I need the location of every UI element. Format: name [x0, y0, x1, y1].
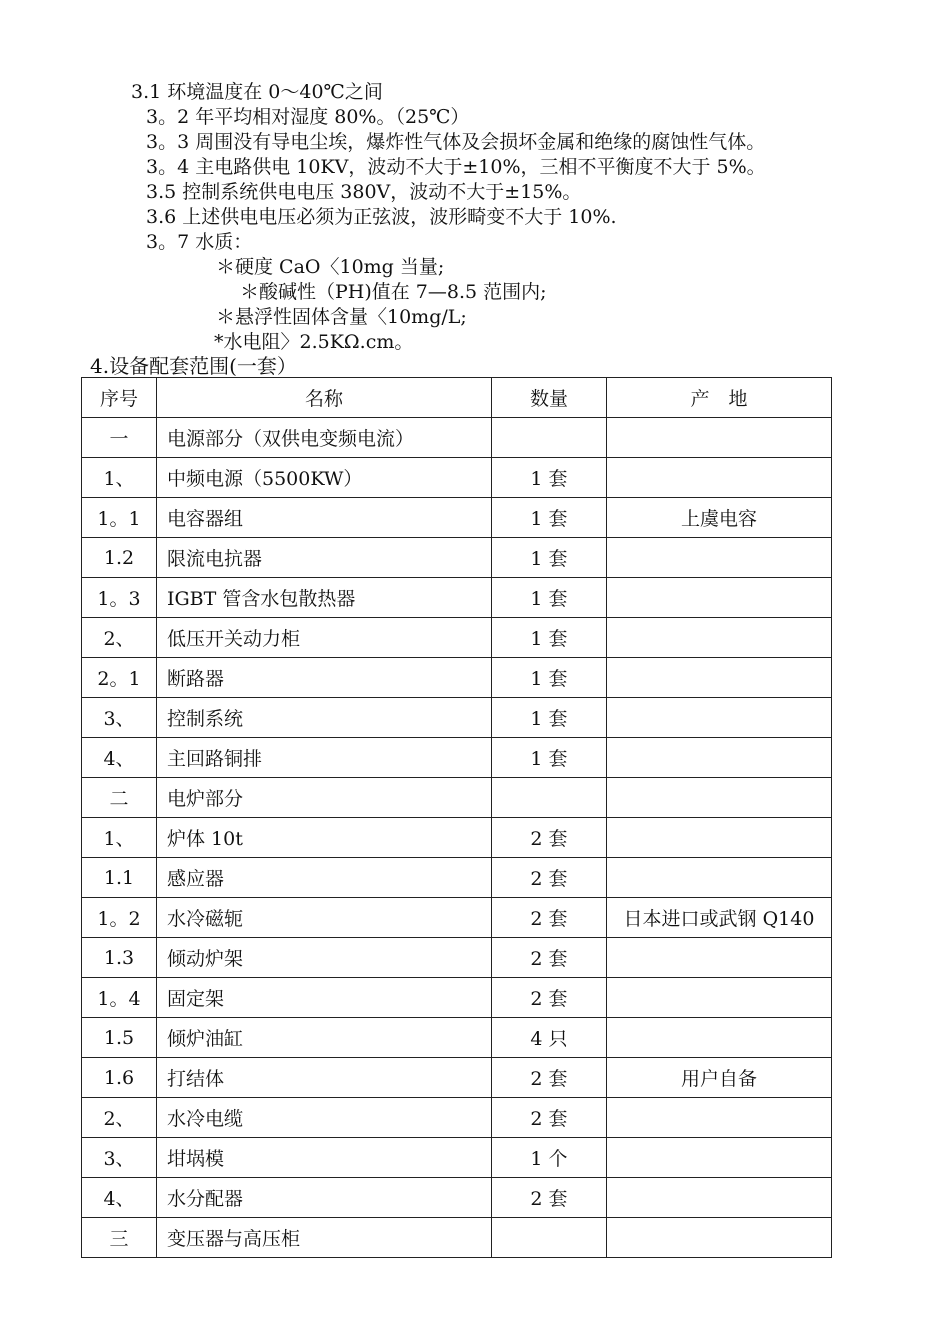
row-origin	[607, 658, 832, 698]
condition-control-supply: 3.5 控制系统供电电压 380V，波动不大于±15%。	[146, 181, 582, 203]
row-name: 电容器组	[157, 498, 492, 538]
row-quantity: 2 套	[492, 898, 607, 938]
header-name: 名称	[157, 378, 492, 418]
row-origin	[607, 978, 832, 1018]
row-origin: 日本进口或武钢 Q140	[607, 898, 832, 938]
table-row	[82, 778, 832, 818]
row-number: 1.6	[82, 1058, 157, 1098]
row-number: 2、	[82, 1098, 157, 1138]
table-row	[82, 1098, 832, 1138]
row-origin	[607, 578, 832, 618]
table-header-row	[82, 378, 832, 418]
table-row	[82, 1178, 832, 1218]
condition-water-quality: 3。7 水质：	[146, 231, 253, 253]
water-resistance: *水电阻〉2.5KΩ.cm。	[214, 331, 414, 353]
row-name: 电源部分（双供电变频电流）	[157, 418, 492, 458]
table-row	[82, 858, 832, 898]
water-hardness: ＊硬度 CaO〈10mg 当量;	[216, 256, 445, 278]
row-origin	[607, 1218, 832, 1258]
row-quantity: 1 套	[492, 458, 607, 498]
row-origin	[607, 738, 832, 778]
row-number: 1。2	[82, 898, 157, 938]
row-number: 1。1	[82, 498, 157, 538]
table-row	[82, 458, 832, 498]
row-number: 1.2	[82, 538, 157, 578]
row-number: 2、	[82, 618, 157, 658]
table-row	[82, 818, 832, 858]
equipment-scope-title: 4.设备配套范围(一套）	[90, 354, 297, 378]
row-number: 2。1	[82, 658, 157, 698]
row-number: 4、	[82, 738, 157, 778]
condition-ambient-temperature: 3.1 环境温度在 0～40℃之间	[131, 81, 383, 103]
row-name: 限流电抗器	[157, 538, 492, 578]
table-row	[82, 1218, 832, 1258]
row-quantity: 1 套	[492, 498, 607, 538]
row-name: 电炉部分	[157, 778, 492, 818]
row-name: 低压开关动力柜	[157, 618, 492, 658]
row-origin	[607, 1098, 832, 1138]
row-number: 1、	[82, 818, 157, 858]
row-quantity: 1 套	[492, 738, 607, 778]
row-number: 1.5	[82, 1018, 157, 1058]
row-quantity: 2 套	[492, 938, 607, 978]
row-number: 一	[82, 418, 157, 458]
row-origin	[607, 1138, 832, 1178]
row-origin	[607, 618, 832, 658]
equipment-table	[81, 377, 832, 1258]
row-name: 固定架	[157, 978, 492, 1018]
header-quantity: 数量	[492, 378, 607, 418]
header-origin: 产 地	[607, 378, 832, 418]
table-row	[82, 618, 832, 658]
row-quantity	[492, 778, 607, 818]
row-quantity	[492, 1218, 607, 1258]
row-number: 3、	[82, 1138, 157, 1178]
row-number: 二	[82, 778, 157, 818]
row-name: 坩埚模	[157, 1138, 492, 1178]
row-quantity	[492, 418, 607, 458]
row-name: 断路器	[157, 658, 492, 698]
row-name: IGBT 管含水包散热器	[157, 578, 492, 618]
row-origin	[607, 418, 832, 458]
row-quantity: 1 套	[492, 538, 607, 578]
row-quantity: 1 套	[492, 658, 607, 698]
table-row	[82, 538, 832, 578]
table-row	[82, 578, 832, 618]
condition-waveform: 3.6 上述供电电压必须为正弦波，波形畸变不大于 10%.	[146, 206, 617, 228]
condition-main-supply: 3。4 主电路供电 10KV，波动不大于±10%，三相不平衡度不大于 5%。	[146, 156, 766, 178]
row-name: 水分配器	[157, 1178, 492, 1218]
table-row	[82, 418, 832, 458]
row-name: 打结体	[157, 1058, 492, 1098]
row-quantity: 2 套	[492, 858, 607, 898]
row-name: 倾动炉架	[157, 938, 492, 978]
row-origin: 上虞电容	[607, 498, 832, 538]
row-quantity: 1 套	[492, 698, 607, 738]
table-row	[82, 498, 832, 538]
row-origin	[607, 698, 832, 738]
condition-humidity: 3。2 年平均相对湿度 80%。（25℃）	[146, 106, 470, 128]
header-number: 序号	[82, 378, 157, 418]
row-name: 中频电源（5500KW）	[157, 458, 492, 498]
table-row	[82, 1138, 832, 1178]
table-row	[82, 978, 832, 1018]
row-origin	[607, 1178, 832, 1218]
row-origin	[607, 1018, 832, 1058]
row-number: 1.1	[82, 858, 157, 898]
row-name: 水冷电缆	[157, 1098, 492, 1138]
water-suspended-solids: ＊悬浮性固体含量〈10mg/L;	[216, 306, 467, 328]
row-quantity: 1 套	[492, 618, 607, 658]
row-name: 控制系统	[157, 698, 492, 738]
row-number: 三	[82, 1218, 157, 1258]
row-number: 1.3	[82, 938, 157, 978]
row-name: 主回路铜排	[157, 738, 492, 778]
row-origin	[607, 938, 832, 978]
row-name: 水冷磁轭	[157, 898, 492, 938]
table-row	[82, 898, 832, 938]
row-number: 1。4	[82, 978, 157, 1018]
row-origin	[607, 818, 832, 858]
row-name: 炉体 10t	[157, 818, 492, 858]
row-quantity: 2 套	[492, 818, 607, 858]
row-number: 1。3	[82, 578, 157, 618]
row-name: 感应器	[157, 858, 492, 898]
row-quantity: 1 套	[492, 578, 607, 618]
table-row	[82, 738, 832, 778]
row-quantity: 2 套	[492, 1058, 607, 1098]
table-row	[82, 938, 832, 978]
row-number: 3、	[82, 698, 157, 738]
water-ph: ＊酸碱性（PH)值在 7—8.5 范围内;	[240, 281, 547, 303]
row-number: 4、	[82, 1178, 157, 1218]
condition-environment: 3。3 周围没有导电尘埃，爆炸性气体及会损坏金属和绝缘的腐蚀性气体。	[146, 131, 766, 153]
row-number: 1、	[82, 458, 157, 498]
table-row	[82, 698, 832, 738]
row-name: 变压器与高压柜	[157, 1218, 492, 1258]
row-quantity: 4 只	[492, 1018, 607, 1058]
row-origin	[607, 458, 832, 498]
table-row	[82, 658, 832, 698]
row-origin	[607, 778, 832, 818]
table-row	[82, 1058, 832, 1098]
row-quantity: 2 套	[492, 978, 607, 1018]
table-body	[82, 418, 832, 1258]
row-quantity: 1 个	[492, 1138, 607, 1178]
row-name: 倾炉油缸	[157, 1018, 492, 1058]
table-row	[82, 1018, 832, 1058]
row-quantity: 2 套	[492, 1098, 607, 1138]
row-origin	[607, 858, 832, 898]
row-origin: 用户自备	[607, 1058, 832, 1098]
row-origin	[607, 538, 832, 578]
row-quantity: 2 套	[492, 1178, 607, 1218]
